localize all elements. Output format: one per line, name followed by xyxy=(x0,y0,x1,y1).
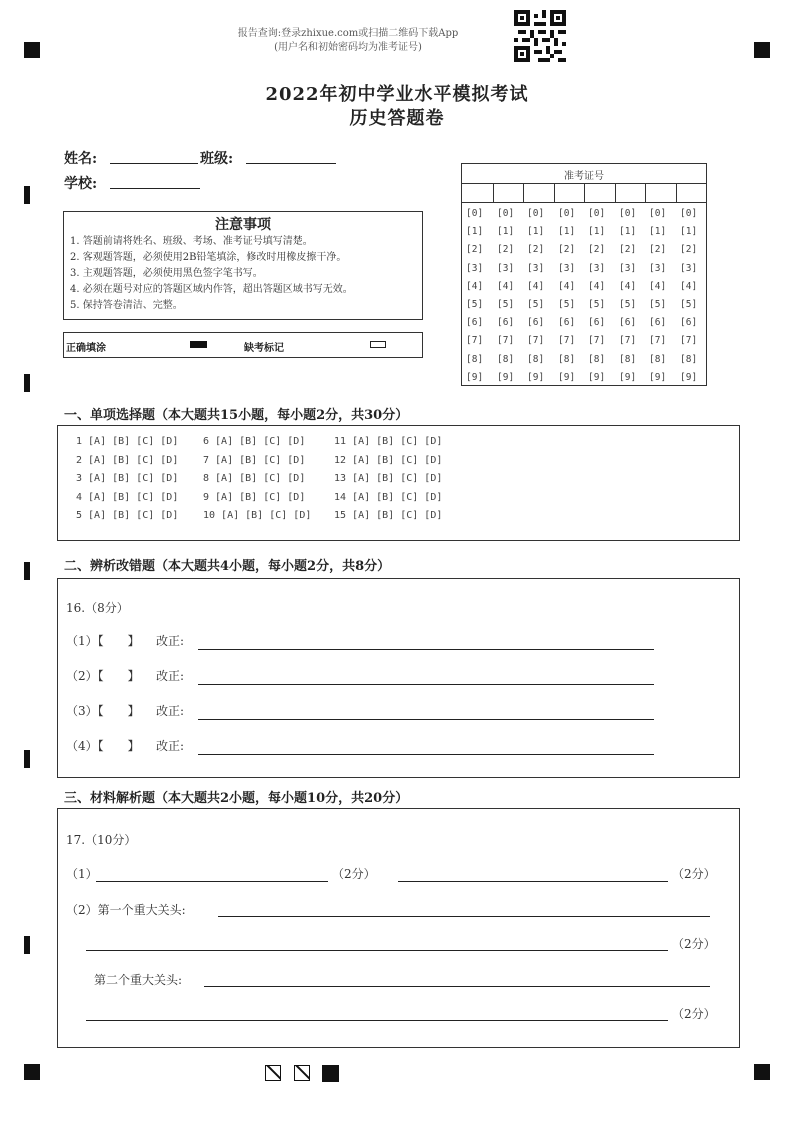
exam-id-digit-bubble[interactable]: [5] xyxy=(558,299,576,310)
exam-id-digit-bubble[interactable]: [3] xyxy=(649,262,667,274)
exam-id-title: 准考证号 xyxy=(564,171,604,182)
exam-id-grid xyxy=(461,163,707,386)
exam-id-digit-bubble[interactable]: [4] xyxy=(649,280,667,292)
exam-id-digit-bubble[interactable]: [1] xyxy=(466,226,484,238)
exam-id-digit-bubble[interactable]: [6] xyxy=(619,317,637,329)
choice-question-row[interactable]: 13 [A] [B] [C] [D] xyxy=(334,473,443,484)
q17-part2b-label: 第二个重大关头: xyxy=(94,973,183,987)
corner-marker-bottom-right xyxy=(754,1064,770,1080)
exam-id-digit-bubble[interactable]: [5] xyxy=(649,299,667,310)
notice-item: 1. 答题前请将姓名、班级、考场、准考证号填写清楚。 xyxy=(70,236,313,247)
q17-part1-answer-a[interactable] xyxy=(96,881,328,882)
exam-id-digit-bubble[interactable]: [9] xyxy=(680,371,698,383)
q17-part1-label: （1） xyxy=(66,867,98,881)
section1-title: 一、单项选择题（本大题共15小题，每小题2分，共30分） xyxy=(64,408,409,423)
exam-id-digit-bubble[interactable]: [8] xyxy=(649,353,667,365)
choice-question-row[interactable]: 1 [A] [B] [C] [D] xyxy=(76,436,179,447)
report-query-text: 报告查询:登录zhixue.com或扫描二维码下载App xyxy=(237,28,459,39)
correction-answer-line[interactable] xyxy=(198,649,654,650)
exam-id-digit-entry[interactable] xyxy=(616,184,645,201)
notice-item: 4. 必须在题号对应的答题区域内作答，超出答题区域书写无效。 xyxy=(70,284,353,295)
q17-part2-answer-2b[interactable] xyxy=(86,1020,668,1021)
exam-id-digit-bubble[interactable]: [6] xyxy=(466,317,484,329)
absent-mark-checkbox[interactable] xyxy=(370,341,386,348)
exam-id-digit-bubble[interactable]: [0] xyxy=(649,208,667,219)
exam-id-digit-bubble[interactable]: [8] xyxy=(527,353,545,365)
exam-id-digit-bubble[interactable]: [6] xyxy=(558,317,576,329)
q17-part1-score-a: （2分） xyxy=(332,867,376,881)
section3-box xyxy=(57,808,740,1048)
class-label: 班级: xyxy=(200,151,234,167)
exam-id-digit-bubble[interactable]: [0] xyxy=(466,208,484,219)
choice-question-row[interactable]: 14 [A] [B] [C] [D] xyxy=(334,491,443,503)
choice-question-row[interactable]: 8 [A] [B] [C] [D] xyxy=(203,473,306,484)
exam-subtitle: 历史答题卷 xyxy=(349,108,445,129)
choice-question-row[interactable]: 11 [A] [B] [C] [D] xyxy=(334,436,443,447)
exam-id-digit-bubble[interactable]: [6] xyxy=(497,317,515,329)
exam-id-digit-bubble[interactable]: [0] xyxy=(558,208,576,219)
question16-header: 16.（8分） xyxy=(66,601,129,615)
class-field[interactable] xyxy=(246,163,336,164)
name-label: 姓名: xyxy=(64,151,98,167)
exam-id-digit-bubble[interactable]: [5] xyxy=(588,299,606,310)
exam-id-digit-entry[interactable] xyxy=(585,184,614,201)
exam-id-digit-bubble[interactable]: [0] xyxy=(527,208,545,219)
qr-code-graphic xyxy=(514,10,566,62)
q17-part2-label: （2）第一个重大关头: xyxy=(66,903,186,917)
exam-id-digit-bubble[interactable]: [2] xyxy=(527,244,545,256)
exam-id-digit-bubble[interactable]: [4] xyxy=(497,280,515,292)
correction-row-number[interactable]: （1）【 】 xyxy=(66,634,140,648)
section2-title: 二、辨析改错题（本大题共4小题，每小题2分，共8分） xyxy=(64,559,391,574)
choice-question-row[interactable]: 6 [A] [B] [C] [D] xyxy=(203,436,306,447)
timing-mark xyxy=(24,936,30,954)
choice-question-row[interactable]: 12 [A] [B] [C] [D] xyxy=(334,454,443,466)
section1-box xyxy=(57,425,740,541)
exam-id-digit-bubble[interactable]: [9] xyxy=(466,371,484,383)
qr-code[interactable] xyxy=(514,10,566,62)
exam-id-digit-bubble[interactable]: [1] xyxy=(497,226,515,238)
page-mark-filled xyxy=(322,1065,339,1082)
choice-question-row[interactable]: 10 [A] [B] [C] [D] xyxy=(203,510,312,521)
exam-id-digit-bubble[interactable]: [4] xyxy=(558,280,576,292)
exam-id-digit-bubble[interactable]: [6] xyxy=(588,317,606,329)
exam-id-digit-bubble[interactable]: [0] xyxy=(680,208,698,219)
notice-title: 注意事项 xyxy=(215,217,271,233)
corner-marker-top-right xyxy=(754,42,770,58)
exam-id-digit-bubble[interactable]: [7] xyxy=(497,335,515,347)
correction-row-number[interactable]: （3）【 】 xyxy=(66,704,140,718)
exam-id-digit-bubble[interactable]: [1] xyxy=(649,226,667,238)
school-field[interactable] xyxy=(110,188,200,189)
exam-id-digit-bubble[interactable]: [8] xyxy=(680,353,698,365)
exam-id-digit-bubble[interactable]: [8] xyxy=(558,353,576,365)
exam-id-digit-bubble[interactable]: [5] xyxy=(466,299,484,310)
exam-id-digit-bubble[interactable]: [6] xyxy=(527,317,545,329)
exam-id-digit-entry[interactable] xyxy=(524,184,553,201)
exam-id-digit-bubble[interactable]: [5] xyxy=(680,299,698,310)
correction-label: 改正: xyxy=(156,634,185,648)
exam-id-digit-bubble[interactable]: [2] xyxy=(466,244,484,256)
exam-id-digit-bubble[interactable]: [7] xyxy=(680,335,698,347)
exam-id-digit-bubble[interactable]: [6] xyxy=(680,317,698,329)
question17-header: 17.（10分） xyxy=(66,833,137,847)
exam-id-digit-bubble[interactable]: [9] xyxy=(588,371,606,383)
correct-fill-sample xyxy=(190,341,207,348)
exam-id-digit-bubble[interactable]: [7] xyxy=(527,335,545,347)
corner-marker-bottom-left xyxy=(24,1064,40,1080)
correction-answer-line[interactable] xyxy=(198,684,654,685)
choice-question-row[interactable]: 7 [A] [B] [C] [D] xyxy=(203,454,306,466)
choice-question-row[interactable]: 4 [A] [B] [C] [D] xyxy=(76,491,179,503)
exam-id-digit-bubble[interactable]: [7] xyxy=(558,335,576,347)
q17-part2-score-2: （2分） xyxy=(672,1007,716,1021)
choice-question-row[interactable]: 9 [A] [B] [C] [D] xyxy=(203,491,306,503)
exam-id-digit-bubble[interactable]: [9] xyxy=(497,371,515,383)
exam-id-digit-bubble[interactable]: [2] xyxy=(649,244,667,256)
school-label: 学校: xyxy=(64,176,98,192)
exam-id-digit-bubble[interactable]: [9] xyxy=(619,371,637,383)
q17-part1-answer-b[interactable] xyxy=(398,881,668,882)
exam-id-digit-bubble[interactable]: [9] xyxy=(558,371,576,383)
q17-part2-answer-1b[interactable] xyxy=(86,950,668,951)
exam-id-digit-bubble[interactable]: [8] xyxy=(497,353,515,365)
notice-item: 3. 主观题答题，必须使用黑色签字笔书写。 xyxy=(70,268,263,279)
choice-question-row[interactable]: 2 [A] [B] [C] [D] xyxy=(76,454,179,466)
marks-box xyxy=(63,332,423,358)
exam-id-digit-bubble[interactable]: [5] xyxy=(497,299,515,310)
timing-mark xyxy=(24,186,30,204)
notice-item: 5. 保持答卷清洁、完整。 xyxy=(70,300,183,311)
exam-id-digit-bubble[interactable]: [0] xyxy=(619,208,637,219)
exam-id-digit-bubble[interactable]: [7] xyxy=(649,335,667,347)
choice-question-row[interactable]: 3 [A] [B] [C] [D] xyxy=(76,473,179,484)
corner-marker-top-left xyxy=(24,42,40,58)
exam-id-digit-bubble[interactable]: [2] xyxy=(619,244,637,256)
correction-answer-line[interactable] xyxy=(198,719,654,720)
exam-id-digit-bubble[interactable]: [3] xyxy=(558,262,576,274)
exam-id-digit-bubble[interactable]: [3] xyxy=(680,262,698,274)
exam-id-digit-bubble[interactable]: [2] xyxy=(497,244,515,256)
exam-id-digit-entry[interactable] xyxy=(494,184,523,201)
notice-box xyxy=(63,211,423,320)
exam-id-digit-bubble[interactable]: [1] xyxy=(558,226,576,238)
choice-question-row[interactable]: 15 [A] [B] [C] [D] xyxy=(334,510,443,521)
exam-id-digit-entry[interactable] xyxy=(646,184,675,201)
exam-id-digit-bubble[interactable]: [1] xyxy=(527,226,545,238)
exam-title: 2022年初中学业水平模拟考试 xyxy=(265,84,529,105)
correction-row-number[interactable]: （4）【 】 xyxy=(66,739,140,753)
exam-id-digit-bubble[interactable]: [8] xyxy=(466,353,484,365)
exam-id-digit-bubble[interactable]: [4] xyxy=(680,280,698,292)
section3-title: 三、材料解析题（本大题共2小题，每小题10分，共20分） xyxy=(64,791,409,806)
exam-id-digit-bubble[interactable]: [2] xyxy=(558,244,576,256)
exam-id-digit-bubble[interactable]: [7] xyxy=(588,335,606,347)
exam-id-digit-bubble[interactable]: [1] xyxy=(588,226,606,238)
timing-mark xyxy=(24,750,30,768)
choice-question-row[interactable]: 5 [A] [B] [C] [D] xyxy=(76,510,179,521)
exam-id-digit-bubble[interactable]: [6] xyxy=(649,317,667,329)
absent-mark-label: 缺考标记 xyxy=(244,343,284,354)
exam-id-digit-bubble[interactable]: [4] xyxy=(619,280,637,292)
exam-id-digit-bubble[interactable]: [8] xyxy=(619,353,637,365)
exam-id-digit-bubble[interactable]: [2] xyxy=(680,244,698,256)
exam-id-digit-bubble[interactable]: [7] xyxy=(466,335,484,347)
name-field[interactable] xyxy=(110,163,198,164)
page-mark-slashed xyxy=(294,1065,310,1081)
exam-id-digit-bubble[interactable]: [0] xyxy=(497,208,515,219)
correction-label: 改正: xyxy=(156,739,185,753)
exam-id-digit-bubble[interactable]: [9] xyxy=(527,371,545,383)
notice-item: 2. 客观题答题，必须使用2B铅笔填涂，修改时用橡皮擦干净。 xyxy=(70,252,347,263)
correction-label: 改正: xyxy=(156,669,185,683)
exam-id-digit-bubble[interactable]: [4] xyxy=(588,280,606,292)
exam-id-digit-bubble[interactable]: [5] xyxy=(527,299,545,310)
login-hint-text: (用户名和初始密码均为准考证号) xyxy=(274,42,422,53)
exam-id-digit-entry[interactable] xyxy=(677,184,706,201)
exam-id-digit-bubble[interactable]: [9] xyxy=(649,371,667,383)
exam-id-digit-bubble[interactable]: [4] xyxy=(527,280,545,292)
exam-id-digit-bubble[interactable]: [3] xyxy=(466,262,484,274)
exam-id-digit-bubble[interactable]: [3] xyxy=(588,262,606,274)
exam-id-digit-bubble[interactable]: [4] xyxy=(466,280,484,292)
exam-id-digit-bubble[interactable]: [5] xyxy=(619,299,637,310)
exam-id-digit-bubble[interactable]: [3] xyxy=(497,262,515,274)
q17-part2-answer-1a[interactable] xyxy=(218,916,710,917)
correction-row-number[interactable]: （2）【 】 xyxy=(66,669,140,683)
correction-answer-line[interactable] xyxy=(198,754,654,755)
exam-id-digit-entry[interactable] xyxy=(555,184,584,201)
timing-mark xyxy=(24,374,30,392)
exam-id-digit-bubble[interactable]: [2] xyxy=(588,244,606,256)
exam-id-digit-bubble[interactable]: [7] xyxy=(619,335,637,347)
page-mark-slashed xyxy=(265,1065,281,1081)
exam-id-digit-entry[interactable] xyxy=(463,184,492,201)
exam-id-digit-bubble[interactable]: [3] xyxy=(619,262,637,274)
section2-box xyxy=(57,578,740,778)
exam-id-digit-bubble[interactable]: [8] xyxy=(588,353,606,365)
exam-id-digit-bubble[interactable]: [1] xyxy=(619,226,637,238)
exam-id-entry-divider xyxy=(462,202,706,203)
correct-fill-label: 正确填涂 xyxy=(66,343,106,354)
q17-part2-answer-2a[interactable] xyxy=(204,986,710,987)
exam-id-digit-bubble[interactable]: [0] xyxy=(588,208,606,219)
correction-label: 改正: xyxy=(156,704,185,718)
exam-id-digit-bubble[interactable]: [3] xyxy=(527,262,545,274)
q17-part1-score-b: （2分） xyxy=(672,867,716,881)
q17-part2-score-1: （2分） xyxy=(672,937,716,951)
exam-id-digit-bubble[interactable]: [1] xyxy=(680,226,698,238)
timing-mark xyxy=(24,562,30,580)
